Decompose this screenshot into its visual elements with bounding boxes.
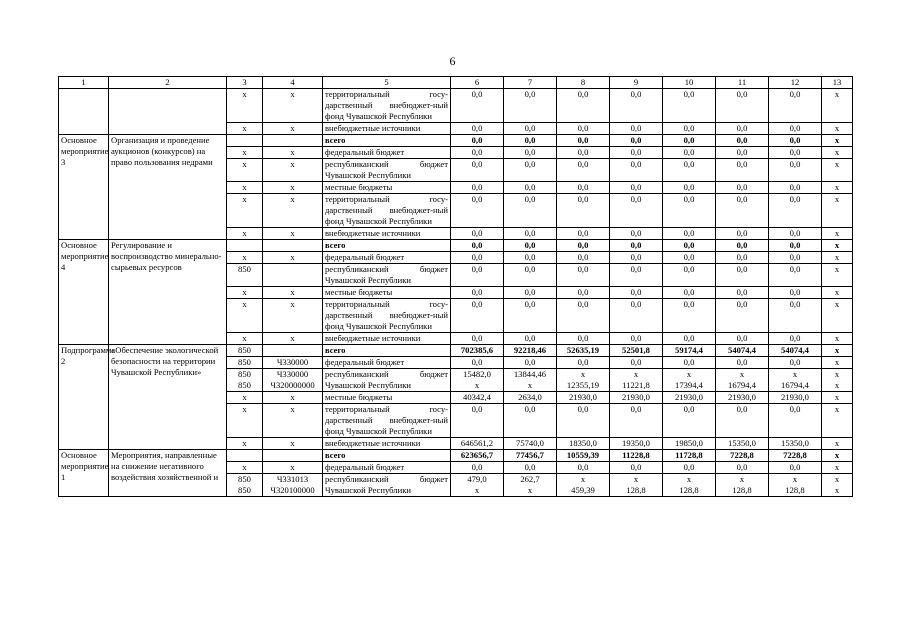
value-cell: 0,0 — [716, 404, 769, 438]
table-row — [59, 135, 853, 147]
target-code-cell: x — [263, 252, 323, 264]
funding-source-cell: республиканский бюджет Чувашской Республики — [323, 369, 451, 392]
funding-source-cell: внебюджетные источники — [323, 228, 451, 240]
table-row — [59, 240, 853, 252]
value-cell: x 128,8 — [663, 474, 716, 497]
value-cell: 0,0 — [451, 264, 504, 287]
measure-name: Основное мероприятие 1 — [59, 450, 109, 497]
target-code-cell: x — [263, 438, 323, 450]
funding-source-cell: всего — [323, 240, 451, 252]
funding-source-cell: внебюджетные источники — [323, 333, 451, 345]
value-cell: 0,0 — [769, 333, 822, 345]
value-cell: 0,0 — [610, 135, 663, 147]
column-header: 3 — [227, 77, 263, 89]
target-code-cell — [263, 135, 323, 147]
marker-cell: x — [822, 264, 853, 287]
marker-cell: x — [822, 299, 853, 333]
value-cell: 623656,7 — [451, 450, 504, 462]
value-cell: 0,0 — [451, 135, 504, 147]
marker-cell: x — [822, 135, 853, 147]
marker-cell: x — [822, 392, 853, 404]
column-header: 7 — [504, 77, 557, 89]
measure-name: Основное мероприятие 4 — [59, 240, 109, 345]
value-cell: 0,0 — [504, 123, 557, 135]
value-cell: 77456,7 — [504, 450, 557, 462]
value-cell: 0,0 — [610, 228, 663, 240]
target-code-cell: x — [263, 182, 323, 194]
value-cell: 11228,8 — [610, 450, 663, 462]
target-code-cell: x — [263, 392, 323, 404]
value-cell: 0,0 — [610, 333, 663, 345]
marker-cell: x — [822, 252, 853, 264]
value-cell: 0,0 — [610, 240, 663, 252]
funding-source-cell: территориальный госу-дарственный внебюджет-ный фонд Чувашской Республики — [323, 194, 451, 228]
value-cell: 0,0 — [663, 89, 716, 123]
value-cell: 0,0 — [557, 264, 610, 287]
value-cell: 0,0 — [451, 89, 504, 123]
value-cell: 0,0 — [610, 123, 663, 135]
value-cell: 0,0 — [716, 147, 769, 159]
target-code-cell: x — [263, 404, 323, 438]
value-cell: 0,0 — [504, 89, 557, 123]
value-cell: 0,0 — [451, 240, 504, 252]
funding-source-cell: территориальный госу-дарственный внебюджет-ный фонд Чувашской Республики — [323, 404, 451, 438]
value-cell: 0,0 — [557, 194, 610, 228]
value-cell: 52635,19 — [557, 345, 610, 357]
column-header: 12 — [769, 77, 822, 89]
value-cell: 0,0 — [769, 147, 822, 159]
value-cell: 0,0 — [610, 182, 663, 194]
value-cell: 19350,0 — [610, 438, 663, 450]
value-cell: 0,0 — [610, 252, 663, 264]
admin-code-cell: 850 850 — [227, 369, 263, 392]
measure-description: Регулирование и воспроизводство минерально-сырьевых ресурсов — [109, 240, 227, 345]
value-cell: 0,0 — [769, 252, 822, 264]
value-cell: 0,0 — [663, 299, 716, 333]
value-cell: 11728,8 — [663, 450, 716, 462]
column-header: 9 — [610, 77, 663, 89]
value-cell: 0,0 — [716, 228, 769, 240]
marker-cell: x — [822, 404, 853, 438]
value-cell: 0,0 — [451, 252, 504, 264]
column-header: 1 — [59, 77, 109, 89]
value-cell: 0,0 — [716, 194, 769, 228]
marker-cell: x — [822, 123, 853, 135]
value-cell: 2634,0 — [504, 392, 557, 404]
funding-source-cell: внебюджетные источники — [323, 438, 451, 450]
column-header: 8 — [557, 77, 610, 89]
marker-cell: x — [822, 240, 853, 252]
target-code-cell: x — [263, 147, 323, 159]
value-cell: 0,0 — [557, 462, 610, 474]
value-cell: 0,0 — [504, 462, 557, 474]
marker-cell: x — [822, 194, 853, 228]
value-cell: 262,7 x — [504, 474, 557, 497]
admin-code-cell: x — [227, 194, 263, 228]
target-code-cell: x — [263, 228, 323, 240]
marker-cell: x — [822, 89, 853, 123]
funding-source-cell: внебюджетные источники — [323, 123, 451, 135]
value-cell: 0,0 — [557, 228, 610, 240]
value-cell: 21930,0 — [769, 392, 822, 404]
funding-source-cell: территориальный госу-дарственный внебюджет-ный фонд Чувашской Республики — [323, 299, 451, 333]
value-cell: 0,0 — [716, 333, 769, 345]
target-code-cell: x — [263, 194, 323, 228]
value-cell: 0,0 — [557, 135, 610, 147]
target-code-cell: x — [263, 299, 323, 333]
funding-source-cell: федеральный бюджет — [323, 147, 451, 159]
value-cell: 0,0 — [504, 147, 557, 159]
value-cell: x 16794,4 — [769, 369, 822, 392]
admin-code-cell: 850 — [227, 264, 263, 287]
value-cell: 0,0 — [610, 89, 663, 123]
funding-source-cell: всего — [323, 450, 451, 462]
value-cell: 0,0 — [451, 194, 504, 228]
value-cell: 0,0 — [557, 147, 610, 159]
admin-code-cell: 850 — [227, 345, 263, 357]
value-cell: 0,0 — [663, 404, 716, 438]
measure-description: Организация и проведение аукционов (конкурсов) на право пользования недрами — [109, 135, 227, 240]
value-cell: 0,0 — [663, 287, 716, 299]
value-cell: 0,0 — [663, 333, 716, 345]
value-cell: 0,0 — [557, 159, 610, 182]
column-header: 10 — [663, 77, 716, 89]
value-cell: 10559,39 — [557, 450, 610, 462]
value-cell: 0,0 — [610, 159, 663, 182]
funding-source-cell: федеральный бюджет — [323, 252, 451, 264]
value-cell: 0,0 — [716, 123, 769, 135]
value-cell: 0,0 — [504, 287, 557, 299]
value-cell: 0,0 — [504, 333, 557, 345]
measure-name — [59, 89, 109, 135]
value-cell: 0,0 — [769, 462, 822, 474]
funding-source-cell: местные бюджеты — [323, 287, 451, 299]
column-header: 2 — [109, 77, 227, 89]
value-cell: 0,0 — [504, 404, 557, 438]
value-cell: 0,0 — [663, 264, 716, 287]
value-cell: 0,0 — [451, 228, 504, 240]
value-cell: 21930,0 — [610, 392, 663, 404]
measure-name: Основное мероприятие 3 — [59, 135, 109, 240]
value-cell: 0,0 — [716, 240, 769, 252]
value-cell: 0,0 — [769, 194, 822, 228]
admin-code-cell: x — [227, 123, 263, 135]
value-cell: 7228,8 — [769, 450, 822, 462]
target-code-cell: Ч330000 Ч320000000 — [263, 369, 323, 392]
marker-cell: x — [822, 357, 853, 369]
value-cell: 21930,0 — [716, 392, 769, 404]
marker-cell: x — [822, 228, 853, 240]
measure-name: Подпрограмма 2 — [59, 345, 109, 450]
admin-code-cell: x — [227, 462, 263, 474]
value-cell: 21930,0 — [663, 392, 716, 404]
marker-cell: x — [822, 159, 853, 182]
value-cell: x 11221,8 — [610, 369, 663, 392]
page-number: 6 — [449, 54, 456, 68]
admin-code-cell: x — [227, 147, 263, 159]
funding-source-cell: всего — [323, 345, 451, 357]
value-cell: 92218,46 — [504, 345, 557, 357]
admin-code-cell: x — [227, 228, 263, 240]
value-cell: 0,0 — [504, 135, 557, 147]
funding-source-cell: федеральный бюджет — [323, 357, 451, 369]
value-cell: 0,0 — [557, 333, 610, 345]
value-cell: 0,0 — [663, 123, 716, 135]
column-header: 5 — [323, 77, 451, 89]
value-cell: 0,0 — [610, 194, 663, 228]
marker-cell: x — [822, 345, 853, 357]
value-cell: 0,0 — [610, 264, 663, 287]
value-cell: 702385,6 — [451, 345, 504, 357]
value-cell: 0,0 — [716, 159, 769, 182]
value-cell: x 17394,4 — [663, 369, 716, 392]
value-cell: 0,0 — [663, 147, 716, 159]
value-cell: 0,0 — [557, 240, 610, 252]
value-cell: 0,0 — [451, 357, 504, 369]
marker-cell: x x — [822, 369, 853, 392]
table-row — [59, 450, 853, 462]
target-code-cell — [263, 345, 323, 357]
value-cell: 0,0 — [769, 89, 822, 123]
value-cell: 52501,8 — [610, 345, 663, 357]
admin-code-cell: x — [227, 89, 263, 123]
value-cell: 0,0 — [769, 228, 822, 240]
value-cell: 0,0 — [504, 194, 557, 228]
value-cell: 0,0 — [451, 404, 504, 438]
admin-code-cell: x — [227, 182, 263, 194]
admin-code-cell: x — [227, 287, 263, 299]
value-cell: 0,0 — [769, 135, 822, 147]
value-cell: 0,0 — [769, 240, 822, 252]
value-cell: 0,0 — [557, 123, 610, 135]
value-cell: 0,0 — [504, 159, 557, 182]
value-cell: 0,0 — [663, 135, 716, 147]
value-cell: 0,0 — [557, 404, 610, 438]
target-code-cell: x — [263, 89, 323, 123]
value-cell: 0,0 — [557, 89, 610, 123]
value-cell: 15350,0 — [716, 438, 769, 450]
marker-cell: x — [822, 438, 853, 450]
value-cell: 0,0 — [610, 287, 663, 299]
value-cell: 0,0 — [769, 299, 822, 333]
admin-code-cell: 850 — [227, 357, 263, 369]
admin-code-cell: x — [227, 159, 263, 182]
value-cell: 0,0 — [663, 357, 716, 369]
value-cell: x 128,8 — [610, 474, 663, 497]
target-code-cell — [263, 450, 323, 462]
value-cell: 0,0 — [451, 299, 504, 333]
value-cell: 0,0 — [663, 462, 716, 474]
value-cell: 0,0 — [663, 252, 716, 264]
header-row — [59, 77, 853, 89]
marker-cell: x — [822, 182, 853, 194]
value-cell: 0,0 — [451, 287, 504, 299]
value-cell: 0,0 — [610, 299, 663, 333]
value-cell: 0,0 — [504, 240, 557, 252]
marker-cell: x — [822, 147, 853, 159]
funding-source-cell: республиканский бюджет Чувашской Республики — [323, 474, 451, 497]
value-cell: 0,0 — [557, 252, 610, 264]
value-cell: 0,0 — [663, 159, 716, 182]
value-cell: 0,0 — [504, 357, 557, 369]
value-cell: 54074,4 — [769, 345, 822, 357]
value-cell: x 459,39 — [557, 474, 610, 497]
admin-code-cell: x — [227, 333, 263, 345]
value-cell: 0,0 — [769, 264, 822, 287]
value-cell: 0,0 — [716, 264, 769, 287]
admin-code-cell — [227, 240, 263, 252]
funding-source-cell: федеральный бюджет — [323, 462, 451, 474]
column-header: 13 — [822, 77, 853, 89]
value-cell: 0,0 — [504, 264, 557, 287]
funding-source-cell: республиканский бюджет Чувашской Республики — [323, 159, 451, 182]
value-cell: 21930,0 — [557, 392, 610, 404]
admin-code-cell — [227, 450, 263, 462]
measure-description: «Обеспечение экологической безопасности на территории Чувашской Республики» — [109, 345, 227, 450]
value-cell: 15350,0 — [769, 438, 822, 450]
value-cell: 18350,0 — [557, 438, 610, 450]
value-cell: 0,0 — [504, 228, 557, 240]
value-cell: 0,0 — [504, 182, 557, 194]
value-cell: 0,0 — [716, 287, 769, 299]
value-cell: 0,0 — [557, 299, 610, 333]
table-row — [59, 345, 853, 357]
funding-source-cell: республиканский бюджет Чувашской Республики — [323, 264, 451, 287]
admin-code-cell: x — [227, 392, 263, 404]
value-cell: 0,0 — [451, 123, 504, 135]
value-cell: 0,0 — [451, 333, 504, 345]
value-cell: x 128,8 — [716, 474, 769, 497]
value-cell: 0,0 — [504, 252, 557, 264]
value-cell: 0,0 — [451, 147, 504, 159]
admin-code-cell: 850 850 — [227, 474, 263, 497]
value-cell: 0,0 — [557, 287, 610, 299]
column-header: 4 — [263, 77, 323, 89]
admin-code-cell — [227, 135, 263, 147]
value-cell: 13844,46 x — [504, 369, 557, 392]
value-cell: 0,0 — [504, 299, 557, 333]
value-cell: 0,0 — [716, 135, 769, 147]
admin-code-cell: x — [227, 404, 263, 438]
value-cell: 0,0 — [769, 404, 822, 438]
value-cell: 54074,4 — [716, 345, 769, 357]
value-cell: 0,0 — [769, 357, 822, 369]
funding-source-cell: всего — [323, 135, 451, 147]
target-code-cell: Ч330000 — [263, 357, 323, 369]
value-cell: 0,0 — [610, 147, 663, 159]
value-cell: 0,0 — [716, 89, 769, 123]
target-code-cell: x — [263, 159, 323, 182]
value-cell: 0,0 — [610, 357, 663, 369]
value-cell: 0,0 — [610, 404, 663, 438]
value-cell: 0,0 — [716, 252, 769, 264]
value-cell: 646561,2 — [451, 438, 504, 450]
value-cell: 40342,4 — [451, 392, 504, 404]
value-cell: 15482,0 x — [451, 369, 504, 392]
value-cell: 0,0 — [610, 462, 663, 474]
target-code-cell — [263, 264, 323, 287]
target-code-cell: x — [263, 333, 323, 345]
value-cell: 0,0 — [663, 194, 716, 228]
value-cell: 0,0 — [451, 462, 504, 474]
value-cell: 0,0 — [663, 228, 716, 240]
value-cell: 0,0 — [663, 182, 716, 194]
value-cell: 0,0 — [769, 182, 822, 194]
target-code-cell: x — [263, 462, 323, 474]
marker-cell: x — [822, 333, 853, 345]
marker-cell: x x — [822, 474, 853, 497]
target-code-cell: x — [263, 123, 323, 135]
value-cell: 0,0 — [716, 357, 769, 369]
admin-code-cell: x — [227, 299, 263, 333]
measure-description — [109, 89, 227, 135]
funding-source-cell: местные бюджеты — [323, 182, 451, 194]
value-cell: 19850,0 — [663, 438, 716, 450]
target-code-cell: Ч331013 Ч320100000 — [263, 474, 323, 497]
value-cell: 0,0 — [769, 159, 822, 182]
target-code-cell: x — [263, 287, 323, 299]
marker-cell: x — [822, 450, 853, 462]
table-row — [59, 89, 853, 123]
funding-source-cell: местные бюджеты — [323, 392, 451, 404]
value-cell: 479,0 x — [451, 474, 504, 497]
measure-description: Мероприятия, направленные на снижение негативного воздействия хозяйственной и — [109, 450, 227, 497]
value-cell: 0,0 — [451, 182, 504, 194]
value-cell: 0,0 — [557, 357, 610, 369]
value-cell: 0,0 — [716, 299, 769, 333]
value-cell: x 128,8 — [769, 474, 822, 497]
value-cell: 0,0 — [716, 182, 769, 194]
marker-cell: x — [822, 462, 853, 474]
value-cell: 75740,0 — [504, 438, 557, 450]
value-cell: 0,0 — [716, 462, 769, 474]
target-code-cell — [263, 240, 323, 252]
value-cell: 7228,8 — [716, 450, 769, 462]
value-cell: 0,0 — [451, 159, 504, 182]
budget-table — [58, 76, 853, 497]
value-cell: 0,0 — [663, 240, 716, 252]
value-cell: x 16794,4 — [716, 369, 769, 392]
column-header: 11 — [716, 77, 769, 89]
marker-cell: x — [822, 287, 853, 299]
column-header: 6 — [451, 77, 504, 89]
value-cell: 0,0 — [769, 287, 822, 299]
value-cell: x 12355,19 — [557, 369, 610, 392]
funding-source-cell: территориальный госу-дарственный внебюджет-ный фонд Чувашской Республики — [323, 89, 451, 123]
value-cell: 59174,4 — [663, 345, 716, 357]
admin-code-cell: x — [227, 252, 263, 264]
value-cell: 0,0 — [769, 123, 822, 135]
admin-code-cell: x — [227, 438, 263, 450]
value-cell: 0,0 — [557, 182, 610, 194]
